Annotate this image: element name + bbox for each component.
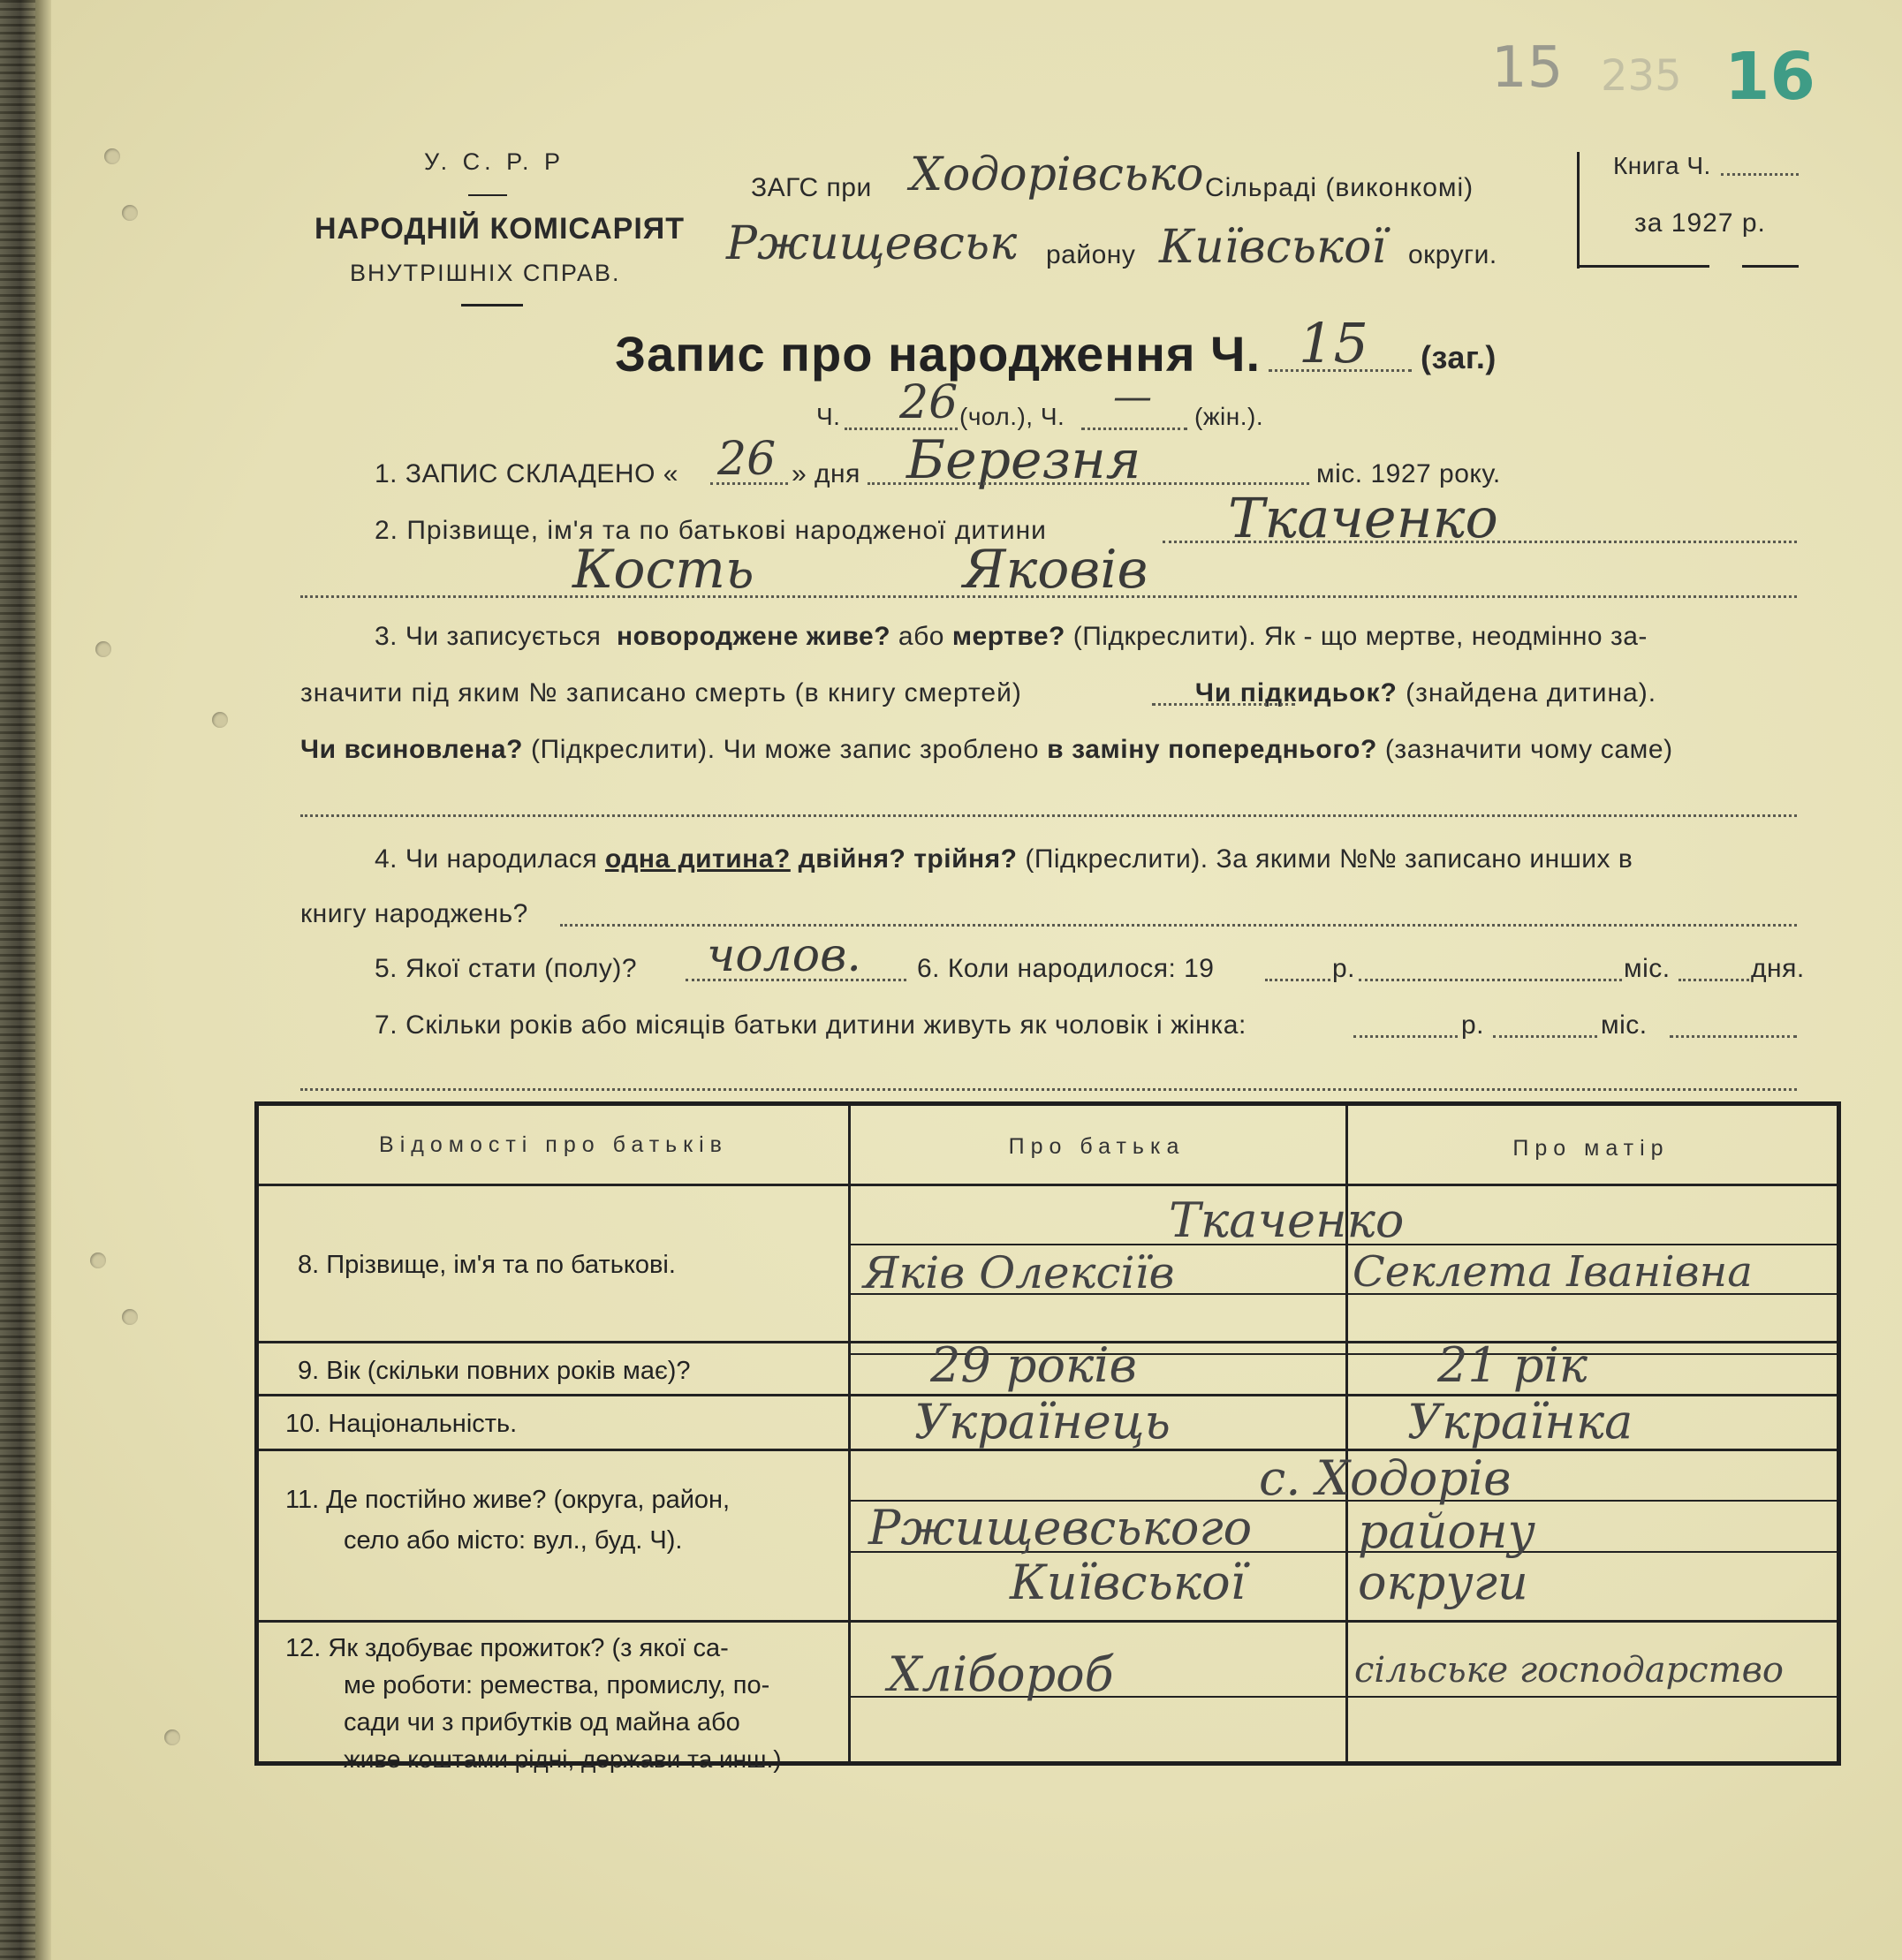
binding-hole: [122, 205, 138, 221]
row12-label-line2: ме роботи: ремества, промислу, по-: [344, 1671, 770, 1699]
item3-text: значити під яким № записано смерть (в книгу смертей): [300, 678, 1022, 708]
item1-label: 1. ЗАПИС СКЛАДЕНО «: [375, 459, 678, 488]
table-divider: [259, 1184, 1837, 1186]
book-box-border: [1742, 265, 1799, 268]
page-edges: [0, 0, 35, 1960]
header-mother: Про матір: [1512, 1136, 1670, 1161]
item4-line1: [375, 844, 1633, 874]
item5-label: 5. Якої стати (полу)?: [375, 954, 638, 983]
male-number-value: 26: [899, 376, 959, 429]
child-surname-field: [1163, 541, 1797, 543]
item1-suffix: міс. 1927 року.: [1316, 459, 1501, 488]
row10-father: Українець: [914, 1394, 1171, 1449]
item3-alive-option: новороджене живе?: [616, 622, 891, 651]
row11-label-line2: село або місто: вул., буд. Ч).: [344, 1526, 683, 1555]
item4-twins-option: двійня?: [798, 844, 906, 874]
binding-hole: [95, 641, 111, 657]
item3-text: (Підкреслити). Як - що мертве, неодмінно за-: [1072, 622, 1648, 651]
item3-text: (Підкреслити). Чи може запис зроблено: [531, 735, 1040, 764]
table-divider: [259, 1620, 1837, 1623]
commissariat-title: НАРОДНІЙ КОМІСАРІЯТ: [314, 212, 685, 246]
row8-mother: Секлета Іванівна: [1353, 1247, 1753, 1297]
row9-father: 29 років: [930, 1337, 1137, 1393]
item1-day: 26: [717, 433, 777, 486]
item3-text: (знайдена дитина).: [1406, 678, 1657, 708]
header-parents-info: Відомості про батьків: [379, 1132, 728, 1157]
child-surname: Ткаченко: [1228, 486, 1498, 550]
item3-reason-field: [300, 814, 1797, 817]
book-year: за 1927 р.: [1634, 208, 1766, 238]
item6-r: р.: [1332, 954, 1356, 983]
item3-text: або: [898, 622, 944, 651]
item7-r: р.: [1461, 1010, 1485, 1040]
item7-mis: міс.: [1601, 1010, 1648, 1040]
item6-day-field: [1678, 979, 1749, 981]
row12-mother: сільське господарство: [1354, 1650, 1784, 1691]
item3-text: 3. Чи записується: [375, 622, 602, 651]
male-number-label: Ч.: [816, 403, 841, 430]
item4-text: 4. Чи народилася: [375, 844, 598, 874]
binding-hole: [122, 1309, 138, 1325]
folio-number: 16: [1724, 39, 1815, 115]
item7-field-end: [1670, 1035, 1797, 1038]
book-box-border: [1577, 265, 1709, 268]
item4-numbers-field: [560, 924, 1797, 927]
okruha-label: округи.: [1408, 240, 1497, 269]
item7-extra-field: [300, 1088, 1797, 1091]
item6-dnya: дня.: [1751, 954, 1805, 983]
male-label: (чол.), Ч.: [959, 403, 1065, 430]
row11-label-line1: 11. Де постійно живе? (округа, район,: [285, 1486, 731, 1514]
item7-years-field: [1353, 1035, 1458, 1038]
female-number-value: —: [1113, 375, 1152, 420]
item2-label: 2. Прізвище, ім'я та по батькові народженої дитини: [375, 516, 1047, 545]
item3-line2: [300, 678, 1656, 708]
item3-replacement-option: в заміну попереднього?: [1047, 735, 1377, 764]
item4-single-option: одна дитина?: [604, 844, 791, 874]
binding-hole: [90, 1252, 106, 1268]
item4-line2: книгу народжень?: [300, 899, 528, 928]
row12-father: Хлібороб: [888, 1646, 1114, 1702]
row11-father-line2: Київської: [1010, 1555, 1246, 1610]
rayon-value: Ржищевськ: [726, 217, 1018, 270]
header-father: Про батька: [1008, 1134, 1186, 1159]
item1-month: Березня: [906, 429, 1141, 491]
row11-mother-line1: району: [1358, 1503, 1535, 1559]
row8-father: Якiв Олексiїв: [863, 1247, 1175, 1298]
record-number-suffix: (заг.): [1421, 339, 1497, 375]
item6-label: 6. Коли народилося: 19: [917, 954, 1215, 983]
row8-shared-surname: Ткаченко: [1169, 1192, 1405, 1248]
item6-month-field: [1359, 979, 1622, 981]
item4-text: (Підкреслити). За якими №№ записано инших в: [1025, 844, 1633, 874]
divider: [461, 304, 523, 306]
item5-value: чолов.: [707, 929, 861, 982]
row9-mother: 21 рік: [1437, 1337, 1588, 1393]
item3-dead-option: мертве?: [951, 622, 1065, 651]
archive-faded-number: 235: [1601, 51, 1682, 101]
item7-months-field: [1493, 1035, 1597, 1038]
binding-hole: [104, 148, 120, 164]
binding-hole: [212, 712, 228, 728]
okruha-value: Київської: [1159, 221, 1387, 274]
commissariat-subtitle: ВНУТРІШНІХ СПРАВ.: [350, 260, 621, 286]
zags-prefix: ЗАГС при: [751, 173, 872, 202]
selrada-label: Сільраді (виконкомі): [1205, 173, 1474, 202]
item3-adopted-option: Чи всиновлена?: [300, 735, 524, 764]
item7-label: 7. Скільки років або місяців батьки дитини живуть як чоловік і жінка:: [375, 1010, 1247, 1040]
item6-year-field: [1265, 979, 1330, 981]
item5-field: [686, 979, 906, 981]
book-box-border: [1577, 152, 1580, 269]
row12-label-line4: живе коштами рідні, держави та инш.): [344, 1745, 782, 1773]
divider: [468, 194, 507, 196]
child-given-name-field: [300, 595, 1797, 598]
item3-text: (зазначити чому саме): [1384, 735, 1673, 764]
state-name: У. С. Р. Р: [424, 148, 565, 175]
record-number: 15: [1299, 311, 1368, 375]
row10-mother: Українка: [1407, 1394, 1633, 1449]
item1-month-field: [868, 482, 1309, 485]
row12-label-line3: сади чи з прибутків од майна або: [344, 1708, 740, 1737]
item1-day-suffix: » дня: [792, 459, 860, 488]
item1-day-field: [710, 482, 788, 485]
book-number-field: [1721, 173, 1799, 176]
parents-table: [254, 1101, 1841, 1773]
female-label: (жін.).: [1194, 403, 1264, 430]
record-number-field: [1269, 369, 1412, 372]
selrada-value: Ходорівсько: [910, 148, 1204, 201]
archive-page-number: 15: [1491, 35, 1564, 101]
child-given-name: Кость Яковів: [572, 539, 1148, 601]
item3-foundling-option: Чи підкидьок?: [1194, 678, 1398, 708]
item3-line1: [375, 622, 1648, 652]
book-label: Книга Ч.: [1613, 152, 1711, 179]
item6-mis: міс.: [1624, 954, 1671, 983]
item4-triplets-option: трійня?: [913, 844, 1018, 874]
item3-line3: [300, 735, 1673, 765]
binding-hole: [164, 1729, 180, 1745]
row11-mother-line2: округи: [1358, 1555, 1528, 1610]
death-record-field: [1152, 703, 1295, 706]
row12-label-line1: 12. Як здобуває прожиток? (з якої са-: [285, 1634, 729, 1662]
row11-shared-village: с. Ходорів: [1259, 1450, 1512, 1506]
row8-label: 8. Прізвище, ім'я та по батькові.: [298, 1251, 676, 1279]
row9-label: 9. Вік (скільки повних років має)?: [298, 1357, 691, 1385]
rayon-label: району: [1046, 240, 1136, 269]
row10-label: 10. Національність.: [285, 1410, 518, 1438]
row11-father-line1: Ржищевського: [868, 1500, 1253, 1555]
table-divider: [848, 1106, 851, 1761]
page-title: Запис про народження Ч.: [615, 326, 1262, 382]
